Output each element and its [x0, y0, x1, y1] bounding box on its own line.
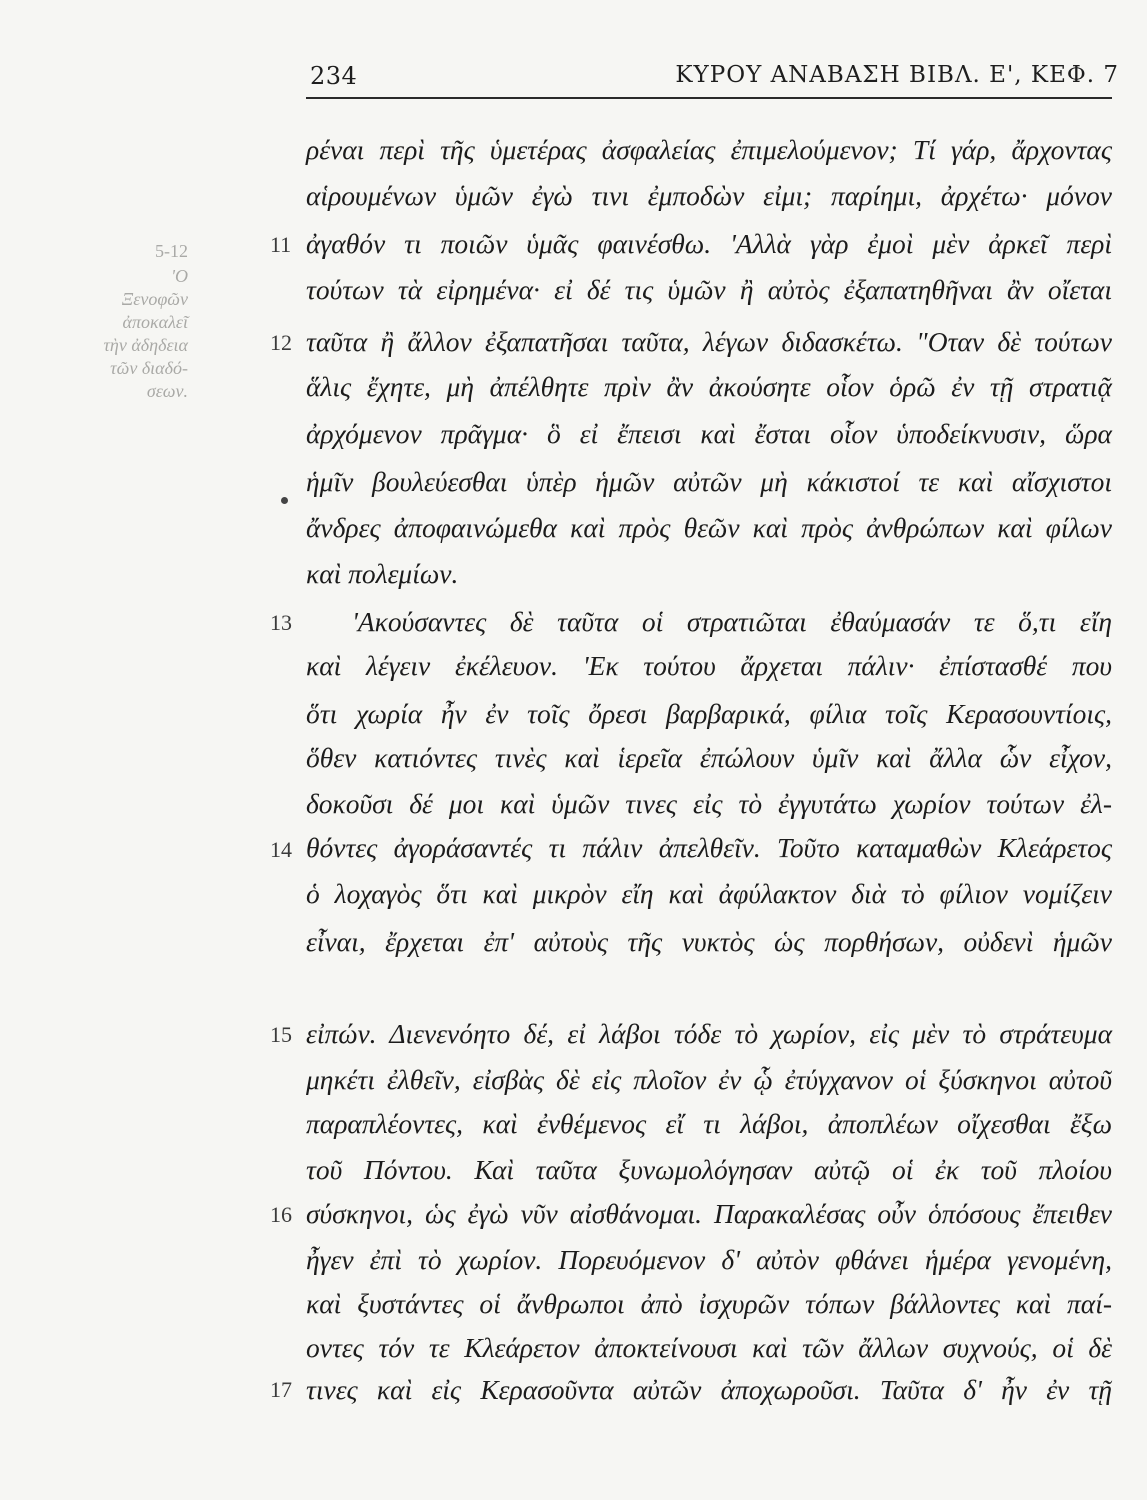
section-number: 15 — [270, 1022, 292, 1047]
running-head: ΚΥΡΟΥ ΑΝΑΒΑΣΗ ΒΙΒΛ. Ε', ΚΕΦ. 7 — [675, 62, 1119, 88]
side-note-line: τῶν διαδό- — [110, 358, 188, 378]
text-line: ρέναι περὶ τῆς ὑμετέρας ἀσφαλείας ἐπιμελούμενον; Τί γάρ, ἄρχοντας — [306, 134, 1112, 165]
text-line: ὁ λοχαγὸς ὅτι καὶ μικρὸν εἴη καὶ ἀφύλακτον διὰ τὸ φίλιον νομίζειν — [306, 878, 1112, 909]
side-note-line: τὴν ἀδηδεια — [103, 335, 188, 355]
text-line: 'Ακούσαντες δὲ ταῦτα οἱ στρατιῶται ἐθαύμασάν τε ὅ,τι εἴη — [352, 606, 1112, 637]
side-note — [102, 240, 188, 403]
text-line: ἦγεν ἐπὶ τὸ χωρίον. Πορευόμενον δ' αὐτὸν φθάνει ἡμέρα γενομένη, — [306, 1244, 1112, 1275]
text-line: ὅθεν κατιόντες τινὲς καὶ ἱερεῖα ἐπώλουν ὑμῖν καὶ ἄλλα ὧν εἶχον, — [306, 742, 1112, 773]
text-line: καὶ ξυστάντες οἱ ἄνθρωποι ἀπὸ ἰσχυρῶν τόπων βάλλοντες καὶ παί- — [306, 1288, 1112, 1319]
page-number: 234 — [310, 62, 358, 90]
text-line: ἄνδρες ἀποφαινώμεθα καὶ πρὸς θεῶν καὶ πρὸς ἀνθρώπων καὶ φίλων — [306, 512, 1112, 543]
text-line: εἰπών. Διενενόητο δέ, εἰ λάβοι τόδε τὸ χωρίον, εἰς μὲν τὸ στράτευμα — [306, 1018, 1112, 1049]
side-note-line: ἀποκαλεῖ — [122, 312, 188, 332]
text-line: καὶ πολεμίων. — [306, 558, 459, 589]
header-rule — [306, 97, 1112, 99]
text-line: τινες καὶ εἰς Κερασοῦντα αὐτῶν ἀποχωροῦσι. Ταῦτα δ' ἦν ἐν τῇ — [306, 1374, 1112, 1405]
text-line: σύσκηνοι, ὡς ἐγὼ νῦν αἰσθάνομαι. Παρακαλέσας οὖν ὁπόσους ἔπειθεν — [306, 1198, 1112, 1229]
text-line: μηκέτι ἐλθεῖν, εἰσβὰς δὲ εἰς πλοῖον ἐν ᾧ ἐτύγχανον οἱ ξύσκηνοι αὐτοῦ — [306, 1064, 1112, 1095]
text-line: εἶναι, ἔρχεται ἐπ' αὐτοὺς τῆς νυκτὸς ὡς πορθήσων, οὐδενὶ ἡμῶν — [306, 926, 1112, 957]
text-line: παραπλέοντες, καὶ ἐνθέμενος εἴ τι λάβοι, ἀποπλέων οἴχεσθαι ἔξω — [306, 1108, 1112, 1139]
text-line: ταῦτα ἢ ἄλλον ἐξαπατῆσαι ταῦτα, λέγων διδασκέτω. "Οταν δὲ τούτων — [306, 326, 1112, 357]
side-note-range: 5-12 — [155, 241, 188, 261]
text-line: τούτων τὰ εἰρημένα· εἰ δέ τις ὑμῶν ἢ αὐτὸς ἐξαπατηθῆναι ἂν οἴεται — [306, 274, 1112, 305]
section-number: 17 — [270, 1377, 292, 1402]
text-line: ἀρχόμενον πρᾶγμα· ὃ εἰ ἔπεισι καὶ ἔσται οἷον ὑποδείκνυσιν, ὥρα — [306, 418, 1112, 449]
margin-dot — [281, 497, 288, 504]
text-line: δοκοῦσι δέ μοι καὶ ὑμῶν τινες εἰς τὸ ἐγγυτάτω χωρίον τούτων ἐλ- — [306, 788, 1112, 819]
side-note-line: σεων. — [146, 381, 188, 401]
section-number: 12 — [270, 330, 292, 355]
text-line: καὶ λέγειν ἐκέλευον. 'Εκ τούτου ἄρχεται πάλιν· ἐπίστασθέ που — [306, 650, 1112, 681]
section-number: 14 — [270, 837, 292, 862]
text-line: αἱρουμένων ὑμῶν ἐγὼ τινι ἐμποδὼν εἰμι; παρίημι, ἀρχέτω· μόνον — [306, 180, 1112, 211]
text-line: ἡμῖν βουλεύεσθαι ὑπὲρ ἡμῶν αὐτῶν μὴ κάκιστοί τε καὶ αἴσχιστοι — [306, 466, 1112, 497]
section-number: 16 — [270, 1202, 292, 1227]
section-number: 11 — [270, 232, 292, 257]
text-line: οντες τόν τε Κλεάρετον ἀποκτείνουσι καὶ τῶν ἄλλων συχνούς, οἱ δὲ — [306, 1332, 1112, 1363]
text-line: ὅτι χωρία ἦν ἐν τοῖς ὄρεσι βαρβαρικά, φίλια τοῖς Κερασουντίοις, — [306, 698, 1112, 729]
side-note-line: 'Ο Ξενοφῶν — [121, 266, 188, 309]
text-line: θόντες ἀγοράσαντές τι πάλιν ἀπελθεῖν. Τοῦτο καταμαθὼν Κλεάρετος — [306, 832, 1112, 863]
text-line: ἅλις ἔχητε, μὴ ἀπέλθητε πρὶν ἂν ἀκούσητε οἷον ὁρῶ ἐν τῇ στρατιᾷ — [306, 371, 1112, 402]
text-line: ἀγαθόν τι ποιῶν ὑμᾶς φαινέσθω. 'Αλλὰ γὰρ ἐμοὶ μὲν ἀρκεῖ περὶ — [306, 228, 1112, 259]
text-line: τοῦ Πόντου. Καὶ ταῦτα ξυνωμολόγησαν αὐτῷ οἱ ἐκ τοῦ πλοίου — [306, 1154, 1112, 1185]
section-number: 13 — [270, 610, 292, 635]
